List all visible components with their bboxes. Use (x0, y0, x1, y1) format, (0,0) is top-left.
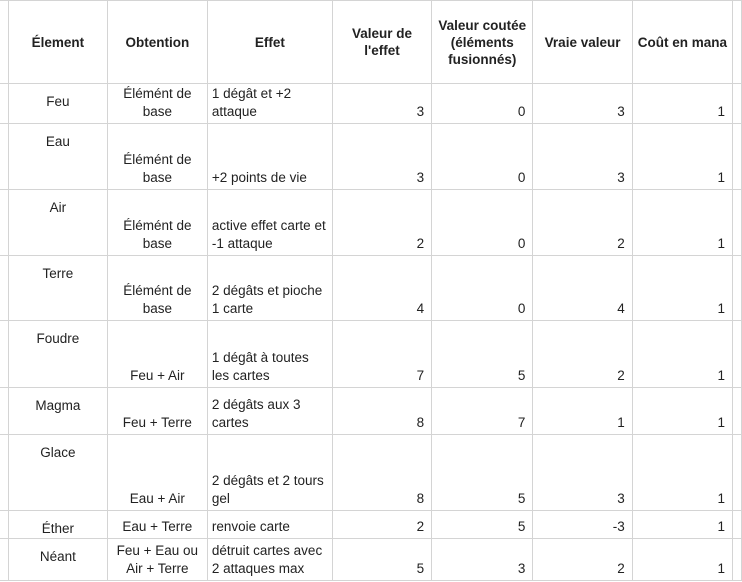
table-row (0, 511, 742, 539)
cell-element[interactable]: Néant (9, 539, 108, 581)
header-row (0, 1, 742, 84)
column-gutter (732, 435, 741, 511)
cell-vraie-valeur[interactable]: 1 (533, 388, 632, 435)
cell-element[interactable]: Glace (9, 435, 108, 511)
cell-effet[interactable]: 2 dégâts aux 3 cartes (207, 388, 332, 435)
cell-cout-mana[interactable]: 1 (632, 388, 732, 435)
cell-valeur-coutee[interactable]: 0 (432, 190, 533, 256)
cell-element[interactable]: Éther (9, 511, 108, 539)
cell-obtention[interactable]: Eau + Air (107, 435, 207, 511)
cell-effet[interactable]: 2 dégâts et pioche 1 carte (207, 256, 332, 321)
row-gutter (0, 321, 9, 388)
row-gutter (0, 190, 9, 256)
cell-valeur-effet[interactable]: 2 (332, 190, 431, 256)
cell-obtention[interactable]: Eau + Terre (107, 511, 207, 539)
header-effet[interactable]: Effet (207, 1, 332, 84)
header-vraie-valeur[interactable]: Vraie valeur (533, 1, 632, 84)
cell-obtention[interactable]: Élémént de base (107, 124, 207, 190)
cell-effet[interactable]: +2 points de vie (207, 124, 332, 190)
cell-vraie-valeur[interactable]: 2 (533, 321, 632, 388)
cell-valeur-effet[interactable]: 2 (332, 511, 431, 539)
row-gutter (0, 388, 9, 435)
column-gutter (732, 124, 741, 190)
cell-valeur-effet[interactable]: 8 (332, 435, 431, 511)
cell-vraie-valeur[interactable]: 2 (533, 539, 632, 581)
cell-element[interactable]: Magma (9, 388, 108, 435)
cell-vraie-valeur[interactable]: 2 (533, 190, 632, 256)
cell-obtention[interactable]: Feu + Air (107, 321, 207, 388)
cell-valeur-effet[interactable]: 7 (332, 321, 431, 388)
row-gutter (0, 1, 9, 84)
table-row (0, 256, 742, 321)
cell-element[interactable]: Eau (9, 124, 108, 190)
column-gutter (732, 388, 741, 435)
cell-effet[interactable]: renvoie carte (207, 511, 332, 539)
column-gutter (732, 1, 741, 84)
row-gutter (0, 511, 9, 539)
cell-vraie-valeur[interactable]: 3 (533, 435, 632, 511)
cell-element[interactable]: Feu (9, 84, 108, 124)
cell-valeur-coutee[interactable]: 0 (432, 84, 533, 124)
cell-cout-mana[interactable]: 1 (632, 84, 732, 124)
cell-valeur-effet[interactable]: 3 (332, 84, 431, 124)
column-gutter (732, 321, 741, 388)
cell-obtention[interactable]: Élémént de base (107, 84, 207, 124)
cell-cout-mana[interactable]: 1 (632, 511, 732, 539)
header-cout-mana[interactable]: Coût en mana (632, 1, 732, 84)
row-gutter (0, 539, 9, 581)
row-gutter (0, 124, 9, 190)
cell-obtention[interactable]: Élémént de base (107, 256, 207, 321)
header-element[interactable]: Élement (9, 1, 108, 84)
cell-effet[interactable]: 2 dégâts et 2 tours gel (207, 435, 332, 511)
cell-effet[interactable]: active effet carte et -1 attaque (207, 190, 332, 256)
header-valeur-effet[interactable]: Valeur de l'effet (332, 1, 431, 84)
cell-obtention[interactable]: Feu + Terre (107, 388, 207, 435)
cell-valeur-coutee[interactable]: 5 (432, 511, 533, 539)
column-gutter (732, 539, 741, 581)
table-row (0, 84, 742, 124)
cell-cout-mana[interactable]: 1 (632, 435, 732, 511)
cell-valeur-effet[interactable]: 4 (332, 256, 431, 321)
cell-cout-mana[interactable]: 1 (632, 539, 732, 581)
cell-valeur-effet[interactable]: 5 (332, 539, 431, 581)
cell-cout-mana[interactable]: 1 (632, 321, 732, 388)
cell-obtention[interactable]: Élémént de base (107, 190, 207, 256)
table-row (0, 388, 742, 435)
cell-cout-mana[interactable]: 1 (632, 124, 732, 190)
cell-valeur-coutee[interactable]: 0 (432, 124, 533, 190)
row-gutter (0, 84, 9, 124)
table-row (0, 190, 742, 256)
cell-valeur-coutee[interactable]: 0 (432, 256, 533, 321)
cell-vraie-valeur[interactable]: 4 (533, 256, 632, 321)
cell-valeur-effet[interactable]: 8 (332, 388, 431, 435)
cell-valeur-coutee[interactable]: 3 (432, 539, 533, 581)
column-gutter (732, 256, 741, 321)
cell-valeur-coutee[interactable]: 7 (432, 388, 533, 435)
cell-element[interactable]: Foudre (9, 321, 108, 388)
row-gutter (0, 256, 9, 321)
cell-element[interactable]: Terre (9, 256, 108, 321)
column-gutter (732, 84, 741, 124)
cell-element[interactable]: Air (9, 190, 108, 256)
table-row (0, 435, 742, 511)
cell-effet[interactable]: détruit cartes avec 2 attaques max (207, 539, 332, 581)
header-valeur-coutee[interactable]: Valeur coutée (éléments fusionnés) (432, 1, 533, 84)
cell-vraie-valeur[interactable]: -3 (533, 511, 632, 539)
cell-vraie-valeur[interactable]: 3 (533, 84, 632, 124)
table-row (0, 539, 742, 581)
cell-valeur-effet[interactable]: 3 (332, 124, 431, 190)
cell-obtention[interactable]: Feu + Eau ou Air + Terre (107, 539, 207, 581)
row-gutter (0, 435, 9, 511)
cell-cout-mana[interactable]: 1 (632, 256, 732, 321)
column-gutter (732, 511, 741, 539)
cell-cout-mana[interactable]: 1 (632, 190, 732, 256)
cell-valeur-coutee[interactable]: 5 (432, 435, 533, 511)
table-row (0, 321, 742, 388)
header-obtention[interactable]: Obtention (107, 1, 207, 84)
cell-vraie-valeur[interactable]: 3 (533, 124, 632, 190)
table-row (0, 124, 742, 190)
cell-effet[interactable]: 1 dégât et +2 attaque (207, 84, 332, 124)
cell-effet[interactable]: 1 dégât à toutes les cartes (207, 321, 332, 388)
column-gutter (732, 190, 741, 256)
cell-valeur-coutee[interactable]: 5 (432, 321, 533, 388)
